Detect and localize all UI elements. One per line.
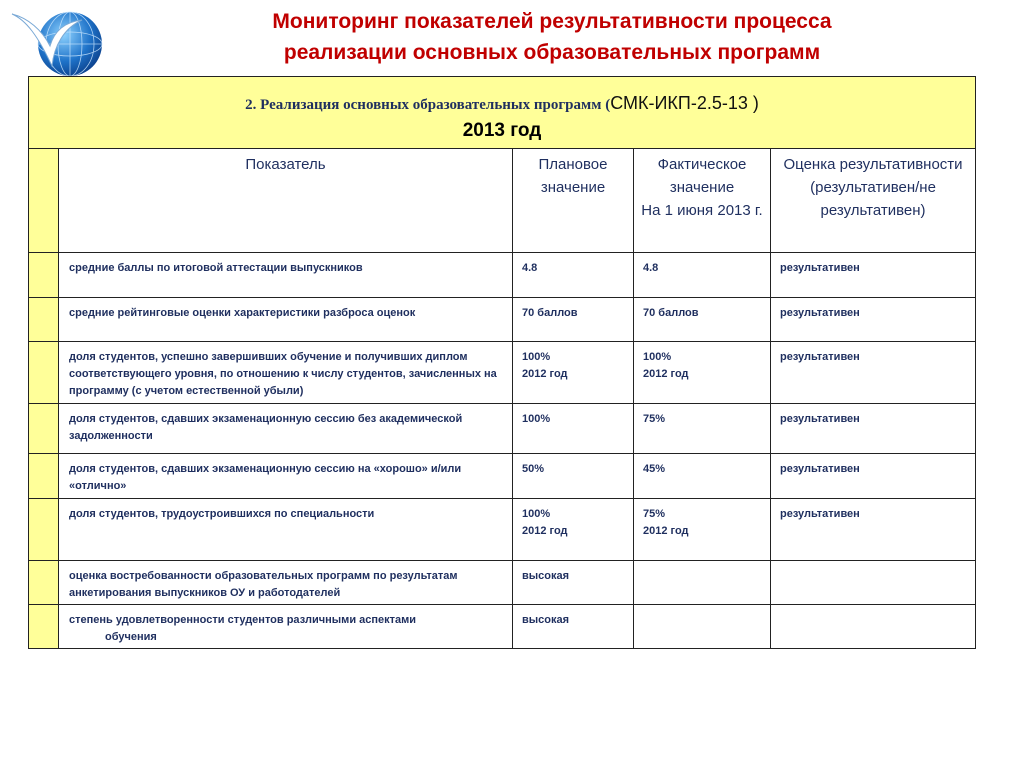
row-marker: [29, 149, 59, 253]
indicator-cell: доля студентов, трудоустроившихся по специальности: [59, 499, 513, 561]
indicator-text-cont: обучения: [105, 631, 157, 643]
col-header-indicator: Показатель: [59, 149, 513, 253]
indicator-cell: оценка востребованности образовательных программ по результатам анкетирования выпускников ОУ и работодателей: [59, 561, 513, 605]
row-marker: [29, 561, 59, 605]
table-row: [29, 499, 976, 561]
actual-cell: 75%: [634, 404, 771, 454]
row-marker: [29, 499, 59, 561]
col-header-planned: Плановое значение: [513, 149, 634, 253]
planned-cell: высокая: [513, 605, 634, 649]
planned-cell: 4.8: [513, 253, 634, 298]
row-marker: [29, 404, 59, 454]
slide-title-line2: реализации основных образовательных программ: [283, 41, 821, 64]
section-title: 2. Реализация основных образовательных программ (: [245, 97, 611, 113]
assessment-cell: [771, 561, 976, 605]
actual-cell: 45%: [634, 454, 771, 499]
row-marker: [29, 454, 59, 499]
assessment-cell: результативен: [771, 404, 976, 454]
actual-value: 100%: [643, 351, 672, 363]
row-marker: [29, 298, 59, 342]
planned-value: 100%: [522, 508, 551, 520]
document-code: СМК-ИКП-2.5-13 ): [610, 93, 759, 113]
actual-value: 75%: [643, 508, 666, 520]
actual-cell: 70 баллов: [634, 298, 771, 342]
table-row: [29, 404, 976, 454]
indicator-cell: средние баллы по итоговой аттестации выпускников: [59, 253, 513, 298]
actual-cell: 4.8: [634, 253, 771, 298]
col-header-actual: [634, 149, 771, 253]
actual-cell: [634, 561, 771, 605]
planned-cell: высокая: [513, 561, 634, 605]
assessment-cell: результативен: [771, 499, 976, 561]
planned-cell: 70 баллов: [513, 298, 634, 342]
table-row: [29, 298, 976, 342]
indicator-cell: доля студентов, сдавших экзаменационную сессию на «хорошо» и/или «отлично»: [59, 454, 513, 499]
planned-cell: [513, 342, 634, 404]
actual-note: 2012 год: [643, 525, 689, 537]
assessment-cell: [771, 605, 976, 649]
col-header-assessment: Оценка результативности (результативен/не результативен): [771, 149, 976, 253]
actual-cell: [634, 342, 771, 404]
actual-cell: [634, 499, 771, 561]
row-marker: [29, 253, 59, 298]
assessment-cell: результативен: [771, 253, 976, 298]
table-row: [29, 605, 976, 649]
table-row: [29, 561, 976, 605]
planned-note: 2012 год: [522, 525, 568, 537]
assessment-cell: результативен: [771, 298, 976, 342]
assessment-cell: результативен: [771, 454, 976, 499]
indicator-cell: доля студентов, успешно завершивших обучение и получивших диплом соответствующего уровня, по отношению к числу студентов, зачисленных на программу (с учетом естественной убыли): [59, 342, 513, 404]
planned-note: 2012 год: [522, 368, 568, 380]
table-row: [29, 253, 976, 298]
planned-value: 100%: [522, 351, 551, 363]
actual-cell: [634, 605, 771, 649]
banner-row: [29, 77, 976, 149]
indicator-cell: доля студентов, сдавших экзаменационную сессию без академической задолженности: [59, 404, 513, 454]
year-label: 2013 год: [462, 120, 542, 141]
header-row: [29, 149, 976, 253]
university-logo: [8, 6, 108, 78]
table-row: [29, 454, 976, 499]
indicator-cell: средние рейтинговые оценки характеристики разброса оценок: [59, 298, 513, 342]
planned-cell: 100%: [513, 404, 634, 454]
assessment-cell: результативен: [771, 342, 976, 404]
actual-note: 2012 год: [643, 368, 689, 380]
indicator-text: степень удовлетворенности студентов различными аспектами: [69, 614, 417, 626]
row-marker: [29, 342, 59, 404]
table-row: [29, 342, 976, 404]
indicator-cell: [59, 605, 513, 649]
row-marker: [29, 605, 59, 649]
section-banner: [29, 77, 976, 149]
col-header-actual-l2: На 1 июня 2013 г.: [641, 202, 763, 219]
indicators-table: [28, 76, 976, 649]
planned-cell: 50%: [513, 454, 634, 499]
col-header-actual-l1: Фактическое значение: [657, 156, 747, 196]
slide-title: [120, 6, 984, 68]
slide-title-line1: Мониторинг показателей результативности процесса: [272, 10, 832, 33]
planned-cell: [513, 499, 634, 561]
